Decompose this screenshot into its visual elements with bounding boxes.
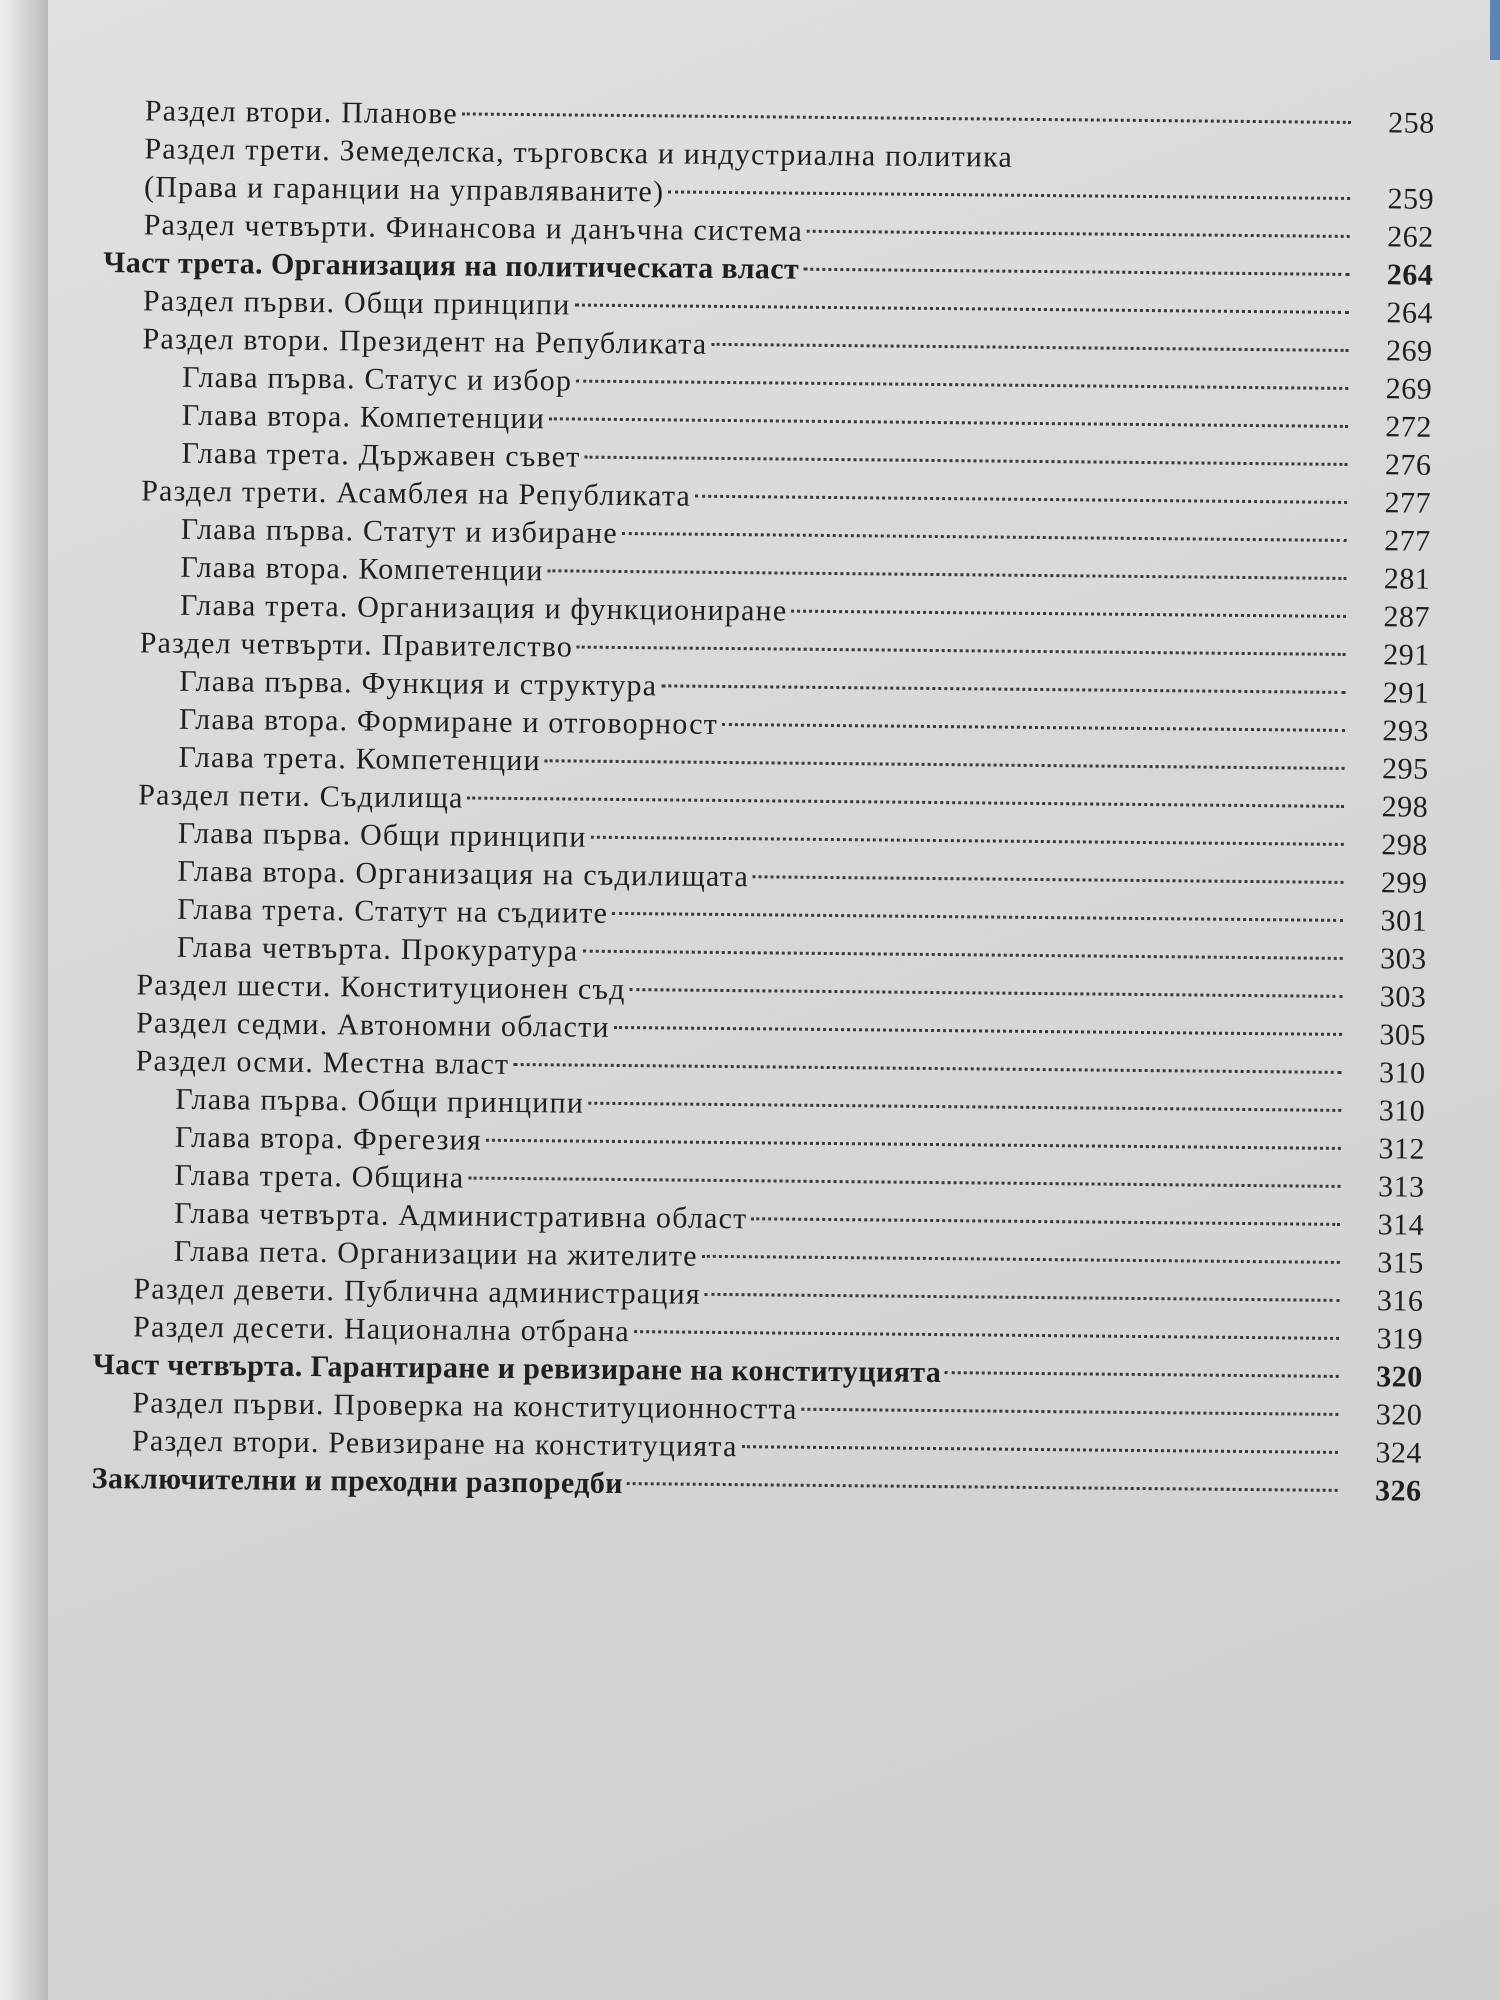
toc-page-number: 310	[1378, 1094, 1426, 1128]
dot-leader	[722, 723, 1345, 732]
dot-leader	[622, 532, 1347, 542]
toc-page-number: 293	[1382, 714, 1430, 748]
dot-leader	[591, 836, 1344, 846]
dot-leader	[612, 912, 1343, 922]
toc-page-number: 269	[1385, 334, 1433, 368]
toc-entry-title: Раздел първи. Проверка на конституционността	[132, 1386, 798, 1426]
toc-page-number: 324	[1375, 1436, 1423, 1470]
toc-page-number: 291	[1382, 638, 1430, 672]
blue-corner-tab	[1490, 0, 1500, 60]
dot-leader	[807, 230, 1350, 238]
toc-page-number: 277	[1384, 524, 1431, 558]
toc-entry-title: Глава втора. Формиране и отговорност	[178, 702, 719, 741]
dot-leader	[668, 190, 1350, 200]
toc-page-number: 298	[1381, 828, 1428, 862]
dot-leader	[803, 268, 1349, 276]
toc-page-number: 319	[1376, 1322, 1424, 1356]
toc-page-number: 316	[1376, 1284, 1424, 1318]
toc-entry-title: Глава втора. Компетенции	[180, 550, 544, 588]
toc-entry-title: Глава четвърта. Административна област	[174, 1196, 748, 1236]
toc-entry-title: Раздел първи. Общи принципи	[142, 284, 571, 322]
toc-page-number: 299	[1380, 866, 1428, 900]
toc-page-number: 298	[1381, 790, 1429, 824]
dot-leader	[661, 684, 1345, 694]
toc-entry-title: Раздел четвърти. Финансова и данъчна система	[143, 208, 804, 248]
dot-leader	[630, 988, 1343, 998]
toc-page-number: 320	[1375, 1398, 1423, 1432]
toc-page-number: 262	[1387, 220, 1434, 254]
toc-entry-title: Глава трета. Държавен съвет	[181, 436, 581, 474]
dot-leader	[742, 1445, 1338, 1454]
toc-entry-title: Раздел втори. Президент на Републиката	[142, 322, 708, 361]
dot-leader	[576, 380, 1348, 390]
toc-entry-title: Глава първа. Общи принципи	[175, 1082, 585, 1120]
toc-page-number: 269	[1385, 372, 1433, 406]
toc-page-number: 276	[1384, 448, 1432, 482]
table-of-contents	[92, 92, 1435, 1511]
toc-page-number: 326	[1374, 1474, 1422, 1508]
dot-leader	[486, 1139, 1341, 1150]
toc-entry-title: Глава първа. Статус и избор	[182, 360, 573, 398]
toc-page-number: 259	[1387, 182, 1435, 216]
toc-entry-title: Глава първа. Функция и структура	[179, 664, 658, 703]
toc-entry-title: Раздел втори. Ревизиране на конституцията	[131, 1424, 738, 1464]
toc-entry-title: Раздел пети. Съдилища	[138, 778, 464, 815]
dot-leader	[545, 759, 1345, 770]
toc-entry-title: Глава първа. Общи принципи	[177, 816, 587, 854]
toc-entry-title: Глава първа. Статут и избиране	[180, 512, 618, 550]
dot-leader	[548, 569, 1347, 580]
toc-page-number: 264	[1386, 296, 1434, 330]
toc-entry-title: Раздел трети. Земеделска, търговска и индустриална политика	[144, 132, 1014, 174]
dot-leader	[468, 1177, 1340, 1188]
dot-leader	[468, 797, 1345, 808]
toc-page-number: 295	[1381, 752, 1429, 786]
dot-leader	[577, 646, 1346, 656]
book-spine-edge	[0, 0, 49, 2000]
toc-page-number: 313	[1377, 1170, 1425, 1204]
toc-page-number: 281	[1383, 562, 1431, 596]
toc-page-number: 277	[1384, 486, 1432, 520]
dot-leader	[753, 875, 1344, 884]
toc-entry-title: Глава втора. Фрегезия	[174, 1120, 483, 1157]
dot-leader	[513, 1063, 1341, 1074]
toc-entry-title: Глава трета. Организация и функциониране	[179, 588, 788, 628]
toc-entry-title: (Права и гаранции на управляваните)	[143, 170, 665, 209]
toc-page-number: 303	[1380, 942, 1427, 976]
dot-leader	[945, 1371, 1339, 1378]
toc-entry-title: Глава трета. Статут на съдиите	[177, 892, 609, 930]
toc-entry-title: Раздел осми. Местна власт	[135, 1044, 510, 1081]
toc-entry-title: Глава пета. Организации на жителите	[173, 1234, 698, 1273]
toc-entry-title: Раздел девети. Публична администрация	[133, 1272, 701, 1311]
toc-entry-title: Раздел седми. Автономни области	[135, 1006, 610, 1044]
toc-page-number: 301	[1380, 904, 1428, 938]
dot-leader	[751, 1217, 1340, 1226]
toc-page-number: 315	[1377, 1246, 1424, 1280]
toc-entry-title: Раздел втори. Планове	[144, 94, 459, 131]
toc-entry-title: Глава втора. Организация на съдилищата	[177, 854, 750, 894]
toc-page-number: 258	[1388, 106, 1435, 140]
dot-leader	[802, 1408, 1339, 1416]
toc-page-number: 305	[1379, 1018, 1427, 1052]
toc-entry-title: Раздел четвърти. Правителство	[139, 626, 574, 664]
toc-entry-title: Глава втора. Компетенции	[181, 398, 546, 436]
dot-leader	[582, 950, 1342, 960]
toc-entry-title: Глава трета. Компетенции	[178, 740, 542, 778]
dot-leader	[585, 456, 1348, 466]
toc-entry-title: Част трета. Организация на политическата власт	[103, 245, 800, 286]
toc-page-number: 272	[1385, 410, 1433, 444]
toc-entry-title: Част четвърта. Гарантиране и ревизиране на конституцията	[92, 1347, 942, 1390]
toc-page-number: 303	[1379, 980, 1427, 1014]
toc-page-number: 312	[1378, 1132, 1426, 1166]
toc-page-number: 314	[1377, 1208, 1425, 1242]
dot-leader	[705, 1293, 1340, 1302]
dot-leader	[711, 343, 1348, 352]
toc-entry-title: Раздел шести. Конституционен съд	[136, 968, 626, 1007]
dot-leader	[614, 1026, 1342, 1036]
toc-page-number: 310	[1378, 1056, 1426, 1090]
toc-page-number: 291	[1382, 676, 1430, 710]
toc-page-number: 264	[1386, 258, 1434, 292]
dot-leader	[549, 417, 1348, 428]
toc-entry-title: Глава трета. Община	[174, 1158, 465, 1195]
toc-entry-title: Раздел десети. Национална отбрана	[132, 1310, 630, 1349]
toc-entry-title: Заключителни и преходни разпоредби	[91, 1461, 624, 1501]
toc-page-number: 287	[1383, 600, 1431, 634]
toc-page-number: 320	[1376, 1360, 1423, 1394]
dot-leader	[462, 112, 1351, 124]
dot-leader	[588, 1102, 1341, 1112]
dot-leader	[574, 304, 1348, 314]
dot-leader	[695, 495, 1347, 504]
toc-entry-title: Глава четвърта. Прокуратура	[176, 930, 579, 968]
toc-entry-title: Раздел трети. Асамблея на Републиката	[141, 474, 692, 513]
dot-leader	[702, 1255, 1340, 1264]
dot-leader	[791, 610, 1346, 618]
dot-leader	[627, 1482, 1338, 1492]
dot-leader	[634, 1330, 1339, 1340]
